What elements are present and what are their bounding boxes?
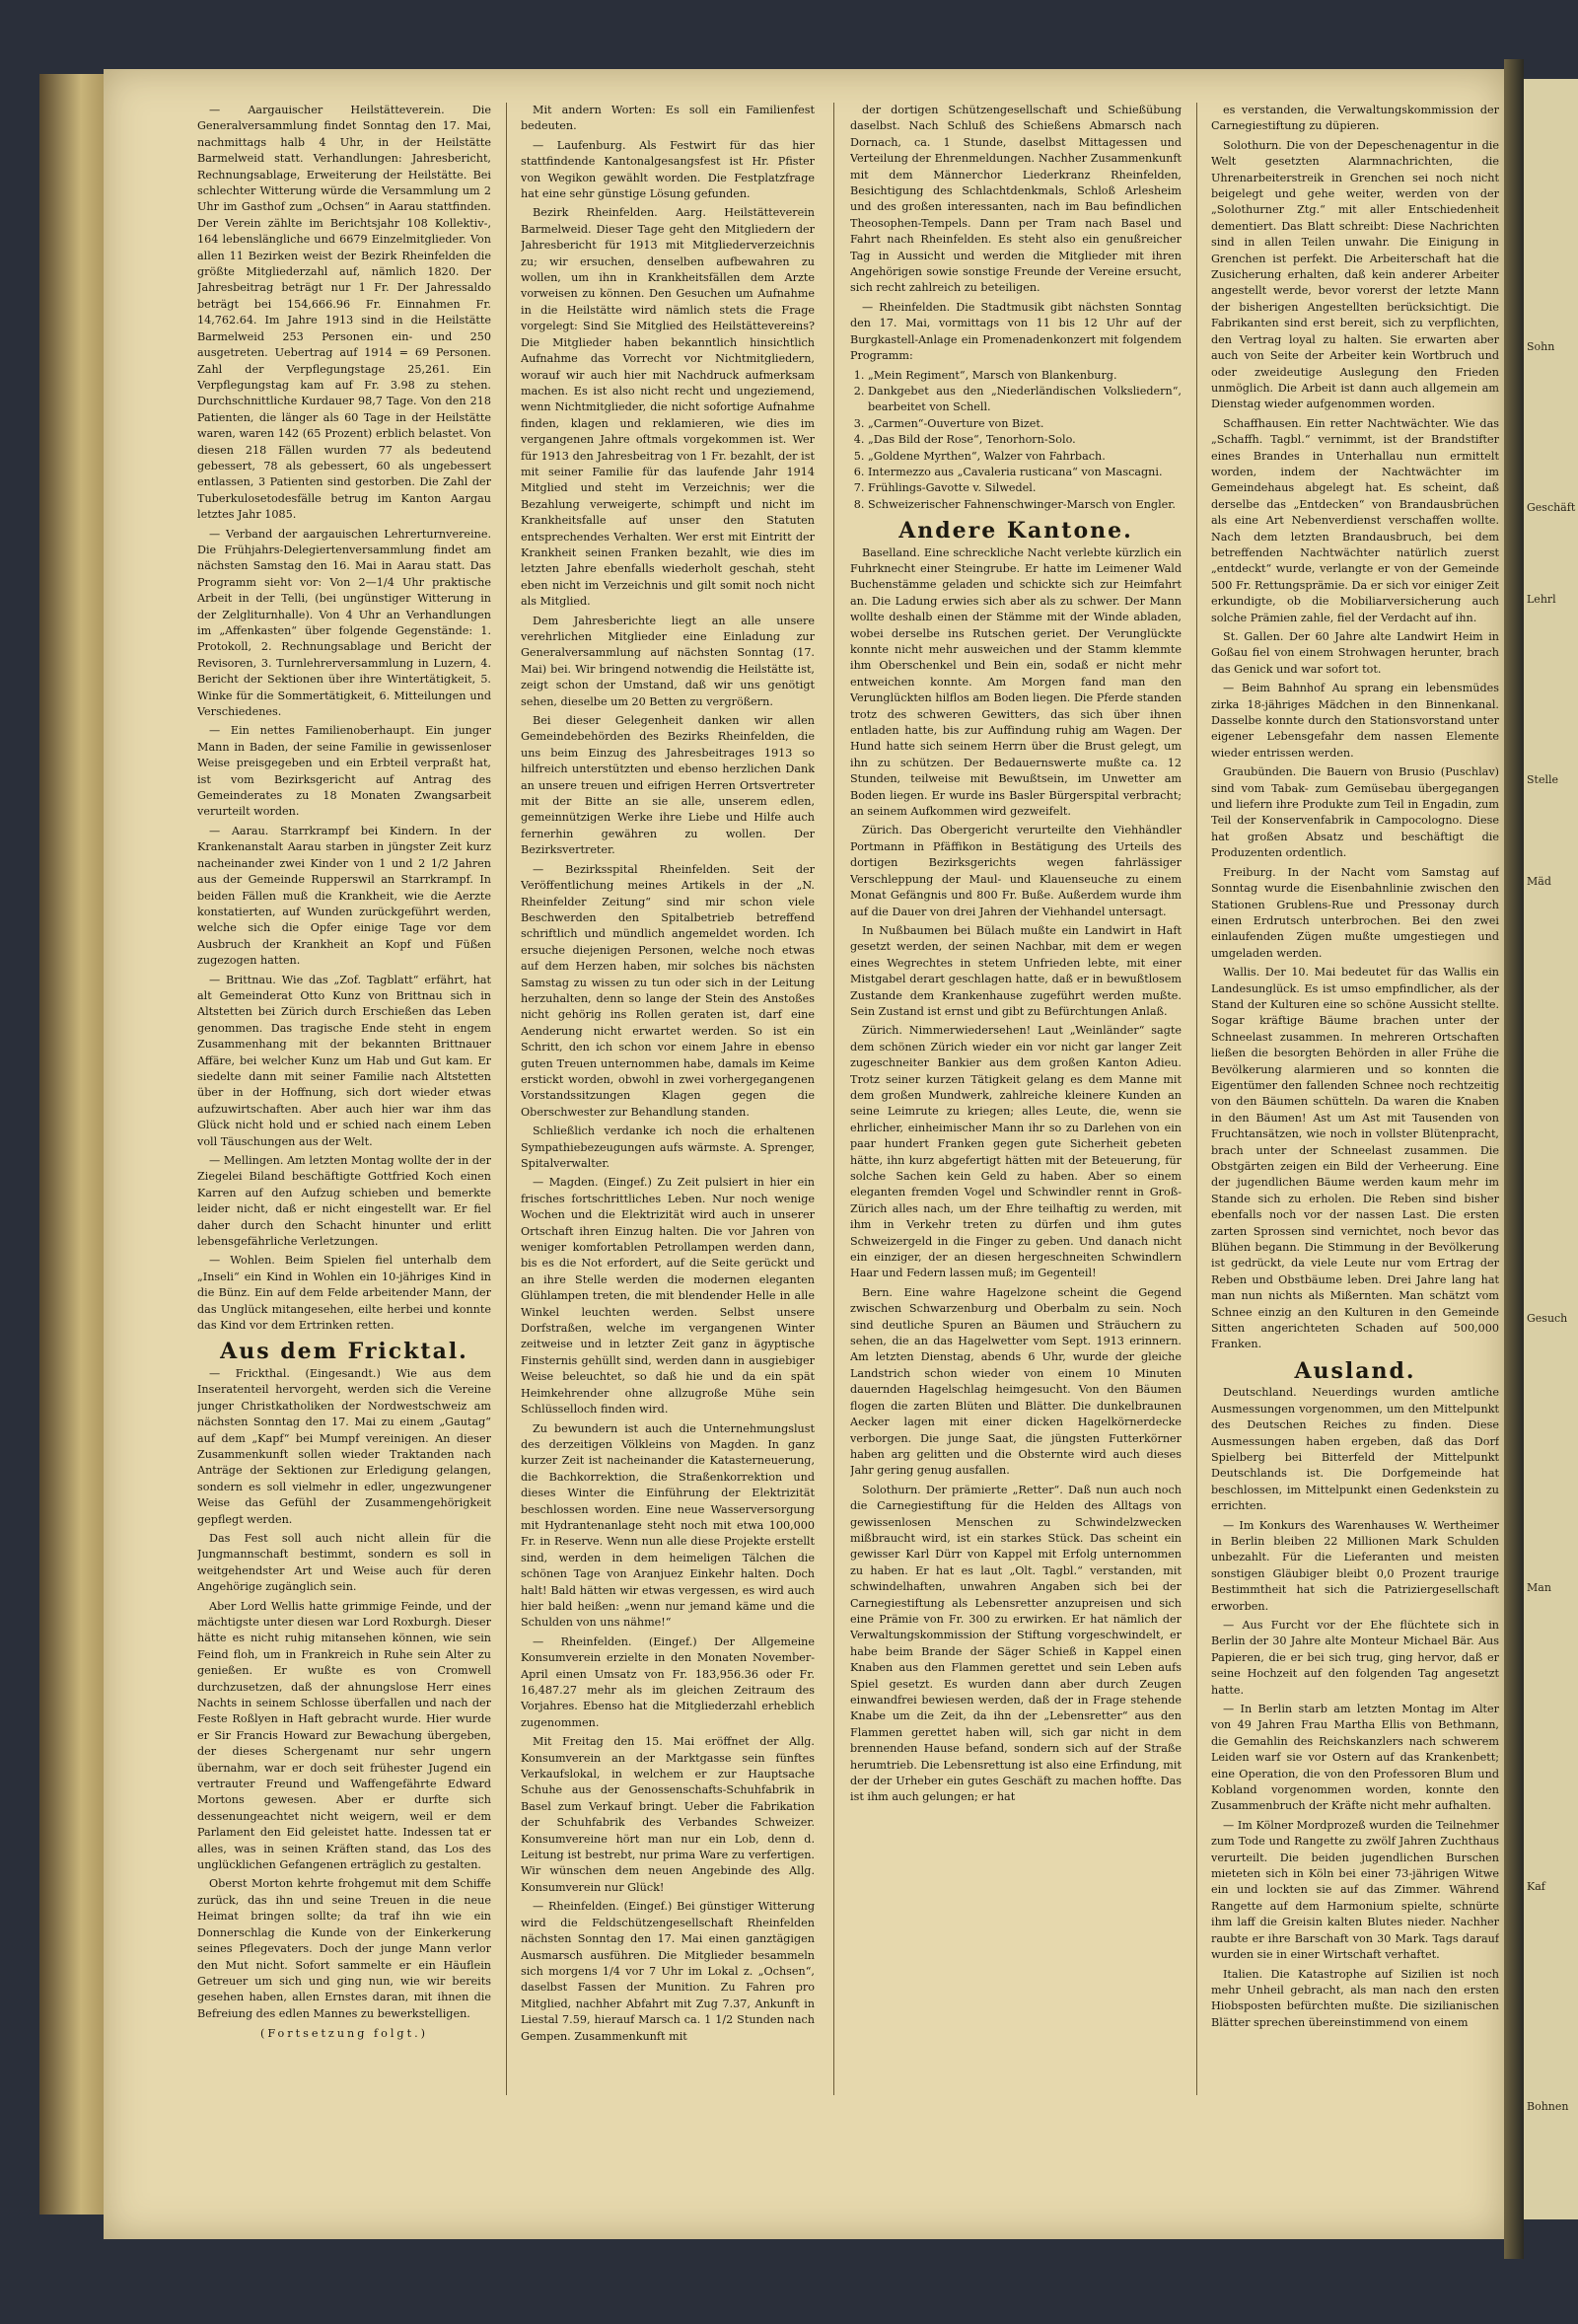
article-zuerich-bankier: Zürich. Nimmerwiedersehen! Laut „Weinländer“ sagte dem schönen Zürich wieder ein vor nicht gar langer Zeit zugeschneiter Bankier aus dem großen Kanton Adieu. Trotz seiner kurzen Tätigkeit gelang es dem Manne mit dem großen Mundwerk, zahlreiche kleinere Kunden an seine Leimrute zu kriegen; alles Leute, die, wenn sie ehrlicher, einheimischer Mann ihr so zu Darlehen von ein paar hundert Franken gegen gute Sicherheit gebeten hätte, ihn kurz abgefertigt hätten mit der Beteuerung, für solche Sachen kein Geld zu haben. Aber so einem eleganten fremden Vogel und Schwindler rennt in Groß-Zürich alles nach, um der Ehre teilhaftig zu werden, mit ihm in Verkehr treten zu dürfen und ihm gutes Schweizergeld in die Finger zu geben. Und danach nicht ein einziger, der an diesen hergeschneiten Schwindlern Haar und Federn lassen muß; im Gegenteil! [850, 1024, 1182, 1280]
article-stadtmusik: — Rheinfelden. Die Stadtmusik gibt nächsten Sonntag den 17. Mai, vormittags von 11 bis 12 Uhr auf der Burgkastell-Anlage ein Promenadenkonzert mit folgendem Programm: [850, 300, 1182, 363]
article-wallis: Wallis. Der 10. Mai bedeutet für das Wallis ein Landesunglück. Es ist umso empfindlicher, als der Stand der Kulturen eine so schöne Aussicht stellte. Sogar kräftige Bäume brachen unter der Schneelast zusammen. In mehreren Ortschaften ließen die besorgten Behörden in aller Frühe die Bevölkerung alarmieren und so konnten die Eigentümer den fallenden Schnee noch rechtzeitig von den Bäumen schütteln. Da waren die Knaben in den Bäumen! Ast um Ast mit Tausenden von Fruchtansätzen, wie noch in vollster Blütenpracht, brach unter der Schneelast zusammen. Die Obstgärten zeigen ein Bild der Verheerung. Eine der jugendlichen Bäume werden kaum mehr im Stande sich zu erholen. Die Reben sind bisher ebenfalls noch vor der nassen Last. Die ersten zarten Sprossen sind vernichtet, noch bevor das Blühen begann. Die Stimmung in der Bevölkerung ist gedrückt, da viele Leute nur vom Ertrag der Reben und Obstbäume leben. Drei Jahre lang hat man nun nichts als Mißernten. Man schätzt vom Schnee einzig an den Kulturen in den Gemeinde Sitten angerichteten Schaden auf 500,000 Franken. [1211, 966, 1499, 1351]
article-aarau: — Aarau. Starrkrampf bei Kindern. In der Krankenanstalt Aarau starben in jüngster Zeit kurz nacheinander zwei Kinder von 1 und 2 1/2 Jahren aus der Gemeinde Rupperswil an Starrkrampf. In beiden Fällen muß die Krankheit, wie die Aerzte konstatierten, auf Wunden zurückgeführt werden, welche sich die Opfer einige Tage vor dem Ausbruch der Krankheit an Kopf und Füßen zugezogen hatten. [197, 824, 491, 968]
article-paragraph: Mit Freitag den 15. Mai eröffnet der Allg. Konsumverein an der Marktgasse sein fünftes Verkaufslokal, in welchem er zur Hauptsache Schuhe aus der Genossenschafts-Schuhfabrik in Basel zum Verkauf bringt. Ueber die Fabrikation der Schuhfabrik des Verbandes Schweizer. Konsumvereine hört man nur ein Lob, denn d. Leitung ist bestrebt, nur prima Ware zu verfertigen. Wir wünschen dem neuen Angebinde des Allg. Konsumverein nur Glück! [521, 1735, 815, 1894]
adjacent-page-edge [1524, 79, 1578, 2219]
article-graubuenden: Graubünden. Die Bauern von Brusio (Puschlav) sind vom Tabak- zum Gemüsebau übergegangen und liefern ihre Produkte zum Teil in Engadin, zum Teil der Konservenfabrik in Campocologno. Diese hat großen Absatz und beschäftigt die Produzenten ordentlich. [1211, 765, 1499, 860]
article-paragraph: — In Berlin starb am letzten Montag im Alter von 49 Jahren Frau Martha Ellis von Bethmann, die Gemahlin des Reichskanzlers nach schwerem Leiden warf sie vor Ostern auf das Krankenbett; eine Operation, die von den Professoren Blum und Kobland vorgenommen worden, konnte den Zusammenbruch der Kräfte nicht mehr aufhalten. [1211, 1703, 1499, 1813]
section-heading-fricktal: Aus dem Fricktal. [220, 1339, 468, 1365]
adjacent-word: Mäd [1527, 875, 1551, 888]
article-paragraph: — Im Kölner Mordprozeß wurden die Teilnehmer zum Tode und Rangette zu zwölf Jahren Zuchthaus verurteilt. Die beiden jugendlichen Burschen mieteten sich in Köln bei einer 73-jährigen Witwe ein und lockten sie auf das Zimmer. Während Rangette auf dem Harmonium spielte, schnürte ihm laff die Greisin kalten Blutes nieder. Nachher raubte er ihre Barschaft von 30 Mark. Tags darauf wurden sie in einer Wirtschaft verhaftet. [1211, 1818, 1499, 1962]
program-item: 4. „Das Bild der Rose“, Tenorhorn-Solo. [868, 432, 1182, 448]
article-freiburg: Freiburg. In der Nacht vom Samstag auf Sonntag wurde die Eisenbahnlinie zwischen den Stationen Grublens-Rue und Pressonay durch einen Erdrutsch unterbrochen. Bei den zwei einlaufenden Zügen mußte umgestiegen und umgeladen werden. [1211, 865, 1499, 960]
adjacent-word: Bohnen [1527, 2100, 1569, 2113]
adjacent-word: Kaf [1527, 1880, 1545, 1893]
article-laufenburg: — Laufenburg. Als Festwirt für das hier stattfindende Kantonalgesangsfest ist Hr. Pfister von Wegikon gewählt worden. Die Festplatzfrage hat eine sehr günstige Lösung gefunden. [521, 138, 815, 201]
column-2 [521, 103, 815, 2105]
article-paragraph: Bei dieser Gelegenheit danken wir allen Gemeindebehörden des Bezirks Rheinfelden, die uns beim Einzug des Jahresbeitrages 1913 so hilfreich unterstützten und ebenso herzlichen Dank an unsere treuen und eifrigen Herren Ortsvertreter mit der Bitte an sie alle, unserem edlen, gemeinnützigen Werke ihre Liebe und Hilfe auch fernerhin gewähren zu wollen. Der Bezirksvertreter. [521, 714, 815, 857]
article-paragraph: Schließlich verdanke ich noch die erhaltenen Sympathiebezeugungen aufs wärmste. A. Sprenger, Spitalverwalter. [521, 1125, 815, 1170]
column-1 [197, 103, 491, 2105]
article-bezirk-rheinfelden: Bezirk Rheinfelden. Aarg. Heilstätteverein Barmelweid. Dieser Tage geht den Mitgliedern der Jahresbericht für 1913 mit Mitgliederverzeichnis zu; wir ersuchen, denselben aufbewahren zu wollen, um ihn in Krankheitsfällen dem Arzte vorweisen zu können. Den Gesuchen um Aufnahme in die Heilstätte wird nämlich stets die Frage vorgelegt: Sind Sie Mitglied des Heilstättevereins? Die Mitglieder haben bekanntlich hinsichtlich Aufnahme das Vorrecht vor Nichtmitgliedern, worauf wir auch hier mit Nachdruck aufmerksam machen. Es ist also nicht recht und ungeziemend, wenn Nichtmitglieder, die nicht sofortige Aufnahme finden, klagen und reklamieren, wie dies im vergangenen Jahre oftmals vorgekommen ist. Wer für 1913 den Jahresbeitrag von 1 Fr. bezahlt, der ist mit seiner Familie für das laufende Jahr 1914 Mitglied und steht im Verzeichnis; wer die Bezahlung verweigerte, schimpft und nicht im Krankheitsfalle auf unser den Statuten entsprechendes Verhalten. Wer erst mit Eintritt der Krankheit seinen Franken bezahlt, wie dies im letzten Jahre ebenfalls wiederholt geschah, steht eben nicht im Verzeichnis und gilt somit noch nicht als Mitglied. [521, 206, 815, 609]
continuation-note: (Fortsetzung folgt.) [259, 2027, 428, 2041]
article-magden: — Magden. (Eingef.) Zu Zeit pulsiert in hier ein frisches fortschrittliches Leben. Nur noch wenige Wochen und die Elektrizität wird auch in unserer Ortschaft ihren Einzug halten. Die vor Jahren von weniger komfortablen Petrollampen werden dann, bis es die Not erfordert, auf die Seite gerückt und an ihre Stelle werden die modernen eleganten Glühlampen treten, die mit blendender Helle in alle Winkel leuchten werden. Selbst unsere Dorfstraßen, welche im vergangenen Winter zeitweise und in letzter Zeit ganz in ägyptische Finsternis gehüllt sind, werden dann in ausgiebiger Weise beleuchtet, so daß hie und da ein spät Heimkehrender ohne allzugroße Mühe sein Schlüsselloch finden wird. [521, 1176, 815, 1416]
program-item: 6. Intermezzo aus „Cavaleria rusticana“ von Mascagni. [868, 465, 1182, 480]
article-lehrerturnvereine: — Verband der aargauischen Lehrerturnvereine. Die Frühjahrs-Delegiertenversammlung findet am nächsten Samstag den 16. Mai in Aarau statt. Das Programm sieht vor: Von 2—1/4 Uhr praktische Arbeit in der Telli, (bei ungünstiger Witterung in der Zelgliturnhalle). Von 4 Uhr an Verhandlungen im „Affenkasten“ über folgende Gegenstände: 1. Protokoll, 2. Rechnungsablage und Bericht der Revisoren, 3. Turnlehrerversammlung in Luzern, 4. Bericht der Sektionen über ihre Wintertätigkeit, 5. Winke für die Sommertätigkeit, 6. Mitteilungen und Verschiedenes. [197, 527, 491, 719]
column-rule [1196, 103, 1197, 2095]
article-paragraph: Mit andern Worten: Es soll ein Familienfest bedeuten. [521, 104, 815, 133]
serial-story-paragraph: Aber Lord Wellis hatte grimmige Feinde, und der mächtigste unter diesen war Lord Roxburgh. Dieser hätte es nicht ruhig mitansehen können, wie sein Feind floh, um in Frankreich in Ruhe sein Alter zu genießen. Er wußte es von Cromwell durchzusetzen, daß der ahnungslose Herr eines Nachts in seinem Schlosse überfallen und nach der Feste Roßlyen in Haft gebracht wurde. Hier wurde er Sir Francis Howard zur Bewachung übergeben, der dieses Schergenamt nur sehr ungern übernahm, war er doch seit frühester Jugend ein vertrauter Freund und Waffengefährte Edward Mortons gewesen. Aber er durfte sich dessenungeachtet nicht weigern, weil er dem Parlament den Eid geleistet hatte. Indessen tat er alles, was in seinen Kräften stand, das Los des unglücklichen Gefangenen erträglich zu gestalten. [197, 1599, 491, 1872]
article-zuerich: Zürich. Das Obergericht verurteilte den Viehhändler Portmann in Pfäffikon in Bestätigung des Urteils des dortigen Bezirksgerichts wegen fahrlässiger Verschleppung der Maul- und Klauenseuche zu einem Monat Gefängnis und 800 Fr. Buße. Außerdem wurde ihm auf die Dauer von drei Jahren der Viehhandel untersagt. [850, 824, 1182, 918]
article-paragraph: Das Fest soll auch nicht allein für die Jungmannschaft bestimmt, sondern es soll in weitgehendster Art und Weise auch für deren Angehörige zugänglich sein. [197, 1531, 491, 1594]
article-paragraph: — Im Konkurs des Warenhauses W. Wertheimer in Berlin bleiben 22 Millionen Mark Schulden unbezahlt. Für die Lieferanten und meisten sonstigen Gläubiger bleibt 0,0 Prozent traurige Bestimmtheit hat sich die Patriziergesellschaft erworben. [1211, 1518, 1499, 1613]
article-brittnau: — Brittnau. Wie das „Zof. Tagblatt“ erfährt, hat alt Gemeinderat Otto Kunz von Brittnau sich in Altstetten bei Zürich durch Erschießen das Leben genommen. Das tragische Ende steht in engem Zusammenhang mit der bekannten Brittnauer Affäre, bei welcher Kunz um Hab und Gut kam. Er siedelte dann mit seiner Familie nach Altstetten über in der Hoffnung, sich dort wieder etwas aufzuwirtschaften. Aber auch hier war ihm das Glück nicht hold und er schied nach einem Leben voll Täuschungen aus der Welt. [197, 973, 491, 1148]
article-paragraph: In Nußbaumen bei Bülach mußte ein Landwirt in Haft gesetzt werden, der seinen Nachbar, mit dem er wegen eines Wegrechtes in stetem Unfrieden lebte, mit einer Mistgabel derart geschlagen hatte, daß er in bewußtlosem Zustande dem Krankenhause zugeführt werden mußte. Sein Zustand ist ernst und gibt zu Befürchtungen Anlaß. [850, 923, 1182, 1018]
book-binding-edge [39, 74, 108, 2215]
program-item: 5. „Goldene Myrthen“, Walzer von Fahrbach. [868, 449, 1182, 465]
article-familienoberhaupt: — Ein nettes Familienoberhaupt. Ein junger Mann in Baden, der seine Familie in gewissenloser Weise preisgegeben und ein Erbteil verpraßt hat, ist vom Bezirksgericht auf Antrag des Gemeinderates zu 18 Monaten Zwangsarbeit verurteilt worden. [197, 724, 491, 819]
article-mellingen: — Mellingen. Am letzten Montag wollte der in der Ziegelei Biland beschäftigte Gottfried Koch einen Karren auf den Aufzug schieben und bemerkte leider nicht, daß er nicht eingestellt war. Er fiel daher durch den Schacht hinunter und erlitt lebensgefährliche Verletzungen. [197, 1154, 491, 1249]
column-4 [1211, 103, 1499, 2105]
article-solothurn-streik: Solothurn. Die von der Depeschenagentur in die Welt gesetzten Alarmnachrichten, die Uhrenarbeiterstreik in Grenchen sei noch nicht beigelegt und gehe weiter, werden von der „Solothurner Ztg.“ mit aller Entschiedenheit dementiert. Das Blatt schreibt: Diese Nachrichten sind in allen Teilen unwahr. Die Einigung in Grenchen ist perfekt. Die Arbeiterschaft hat die Zusicherung erhalten, daß kein anderer Arbeiter angestellt werde, bevor vorerst der letzte Mann der bisherigen Angestellten berücksichtigt. Die Fabrikanten sind erst bereit, sich zu verpflichten, den Vertrag loyal zu halten. Sie erwarten aber auch von Seite der Arbeiter kein Wortbruch und oder zweideutige Auslegung den Frieden unmöglich. Die Arbeit ist dann auch allgemein am Dienstag wieder aufgenommen worden. [1211, 138, 1499, 411]
book-spine [1504, 59, 1524, 2259]
column-rule [506, 103, 507, 2095]
article-italien: Italien. Die Katastrophe auf Sizilien ist noch mehr Unheil gebracht, als man nach den ersten Hiobsposten befürchten mußte. Die sizilianischen Blätter sprechen übereinstimmend von einem [1211, 1967, 1499, 2029]
program-item: 1. „Mein Regiment“, Marsch von Blankenburg. [868, 368, 1182, 384]
article-schaffhausen: Schaffhausen. Ein retter Nachtwächter. Wie das „Schaffh. Tagbl.“ vernimmt, ist der Brandstifter eines Brandes in Unterhallau nun ermittelt worden, indem der Nachtwächter im Gemeindehaus abgelegt hat. Es scheint, daß derselbe das „Entdecken“ von Brandausbrüchen als eine Art Nebenverdienst verschaffen wollte. Nach dem letzten Brandausbruch, bei dem betreffenden Nachtwächter natürlich zuerst „entdeckt“ wurde, verlangte er von der Gemeinde 500 Fr. Rettungsprämie. Da er sich vor einiger Zeit erkundigte, ob die Mobiliarversicherung auch solche Prämien zahle, fiel der Verdacht auf ihn. [1211, 416, 1499, 624]
article-paragraph: Dem Jahresberichte liegt an alle unsere verehrlichen Mitglieder eine Einladung zur Generalversammlung auf nächsten Sonntag (17. Mai) bei. Wir bringend notwendig die Heilstätte ist, zeigt schon der Umstand, daß wir uns genötigt sehen, dieselbe um 20 Betten zu vergrößern. [521, 614, 815, 708]
adjacent-word: Sohn [1527, 340, 1555, 353]
section-heading-andere-kantone: Andere Kantone. [898, 518, 1133, 545]
section-heading-ausland: Ausland. [1294, 1357, 1416, 1384]
column-rule [833, 103, 834, 2095]
adjacent-word: Geschäft [1527, 501, 1576, 514]
serial-story-paragraph: Oberst Morton kehrte frohgemut mit dem Schiffe zurück, das ihn und seine Treuen in die neue Heimat bringen sollte; da traf ihn wie ein Donnerschlag die Kunde von der Einkerkerung seines Pflegevaters. Doch der junge Mann verlor den Mut nicht. Sofort sammelte er ein Häuflein Getreuer um sich und ging nun, wie wir bereits gesehen haben, allen Ernstes daran, mit ihnen die Befreiung des edlen Mannes zu bewerkstelligen. [197, 1877, 491, 2020]
program-item: 2. Dankgebet aus den „Niederländischen Volksliedern“, bearbeitet von Schell. [868, 384, 1182, 416]
article-st-gallen: St. Gallen. Der 60 Jahre alte Landwirt Heim in Goßau fiel von einem Strohwagen herunter, brach das Genick und war sofort tot. [1211, 630, 1499, 676]
article-paragraph: — Aus Furcht vor der Ehe flüchtete sich in Berlin der 30 Jahre alte Monteur Michael Bär. Aus Papieren, die er bei sich trug, ging hervor, daß er seine Hochzeit auf den folgenden Tag angesetzt hatte. [1211, 1618, 1499, 1697]
article-feldschuetzen: — Rheinfelden. (Eingef.) Bei günstiger Witterung wird die Feldschützengesellschaft Rheinfelden nächsten Sonntag den 17. Mai einen ganztägigen Ausmarsch ausführen. Die Mitglieder besammeln sich morgens 1/4 vor 7 Uhr im Lokal z. „Ochsen“, daselbst Fassen der Munition. Zu Fahren pro Mitglied, nachher Abfahrt mit Zug 7.37, Ankunft in Liestal 7.59, hierauf Marsch ca. 1 1/2 Stunden nach Gempen. Zusammenkunft mit [521, 1900, 815, 2043]
program-item: 8. Schweizerischer Fahnenschwinger-Marsch von Engler. [868, 497, 1182, 513]
article-bezirksspital: — Bezirksspital Rheinfelden. Seit der Veröffentlichung meines Artikels in der „N. Rheinfelder Zeitung“ sind mir schon viele Beschwerden den Spitalbetrieb betreffend schriftlich und mündlich angemeldet worden. Ich ersuche diejenigen Personen, welche noch etwas auf dem Herzen haben, mir solches bis nächsten Samstag zu wissen zu tun oder sich in der Leitung herzuhalten, denn so lange der Stein des Anstoßes nicht gehörig ins Rollen geraten ist, darf eine Aenderung nicht erwartet werden. So ist ein Schritt, den ich schon vor einem Jahre in ebenso guten Treuen unternommen habe, damals im Keime erstickt worden, obwohl in zwei vorhergegangenen Vorstandssitzungen Klagen gegen die Oberschwester zur Behandlung standen. [521, 862, 815, 1119]
program-item: 7. Frühlings-Gavotte v. Silwedel. [868, 480, 1182, 496]
column-3 [850, 103, 1182, 2105]
program-item: 3. „Carmen“-Ouverture von Bizet. [868, 416, 1182, 432]
article-paragraph: es verstanden, die Verwaltungskommission der Carnegiestiftung zu düpieren. [1211, 104, 1499, 133]
adjacent-word: Gesuch [1527, 1312, 1568, 1325]
article-paragraph: Zu bewundern ist auch die Unternehmungslust des derzeitigen Völkleins von Magden. In ganz kurzer Zeit ist nacheinander die Katasterneuerung, die Bachkorrektion, die Straßenkorrektion und dieses Winter die Einführung der Elektrizität beschlossen worden. Eine neue Wasserversorgung mit Hydrantenanlage steht noch mit etwa 100,000 Fr. in Reserve. Wenn nun alle diese Projekte erstellt sind, werden in dem heimeligen Tälchen die schönen Tage von Aranjuez Einkehr halten. Doch halt! Bald hätten wir etwas vergessen, es wird auch hier bald heißen: „wenn nur jemand käme und die Schulden von uns nähme!“ [521, 1421, 815, 1630]
article-paragraph: — Beim Bahnhof Au sprang ein lebensmüdes zirka 18-jähriges Mädchen in den Binnenkanal. Dasselbe konnte durch den Stationsvorstand unter eigener Lebensgefahr dem nassen Elemente wieder entrissen werden. [1211, 682, 1499, 760]
adjacent-word: Stelle [1527, 773, 1559, 786]
article-frickthal: — Frickthal. (Eingesandt.) Wie aus dem Inseratenteil hervorgeht, werden sich die Vereine junger Christkatholiken der Nordwestschweiz am nächsten Sonntag den 17. Mai zu einem „Gautag“ auf dem „Kapf“ bei Mumpf vereinigen. An dieser Zusammenkunft sollen wieder Traktanden nach Anträge der Sektionen zur Erledigung gelangen, sondern es soll vielmehr in edler, ungezwungener Weise das Gefühl der Zusammengehörigkeit gepflegt werden. [197, 1366, 491, 1526]
adjacent-word: Man [1527, 1581, 1551, 1594]
concert-program-list [868, 368, 1182, 514]
article-paragraph: der dortigen Schützengesellschaft und Schießübung daselbst. Nach Schluß des Schießens Abmarsch nach Dornach, ca. 1 Stunde, daselbst Mittagessen und Verteilung der Ehrenmeldungen. Nachher Zusammenkunft mit dem Männerchor Liederkranz Rheinfelden, Besichtigung des Schlachtdenkmals, Schloß Arlesheim und des großen interessanten, nach im Bau befindlichen Theosophen-Tempels. Dann per Tram nach Basel und Fahrt nach Rheinfelden. Es steht also ein genußreicher Tag in Aussicht und werden die Mitglieder mit ihren Angehörigen sowie sonstige Freunde der Vereine ersucht, sich recht zahlreich zu beteiligen. [850, 104, 1182, 295]
article-solothurn: Solothurn. Der prämierte „Retter“. Daß nun auch noch die Carnegiestiftung für die Helden des Alltags von gewissenlosen Menschen zu Schwindelzwecken mißbraucht wird, ist ein starkes Stück. Das scheint ein gewisser Karl Dürr von Kappel mit Erfolg unternommen zu haben. Er hat es laut „Olt. Tagbl.“ verstanden, mit schwindelhaften, unwahren Angaben sich bei der Carnegiestiftung als Lebensretter anzupreisen und sich eine Prämie von Fr. 300 zu erwirken. Er hat nämlich der Verwaltungskommission der Stiftung vorgeschwindelt, er habe beim Brande der Säger Schieß in Kappel einen Knaben aus den Flammen gerettet und sein Leben aufs Spiel gesetzt. Es wurden dann aber durch Zeugen einwandfrei bewiesen werden, daß der in Frage stehende Knabe um die Zeit, da ihn der „Lebensretter“ aus den Flammen gerettet haben will, sich gar nicht in dem brennenden Hause befand, sondern sich auf der Straße herumtrieb. Die Lebensrettung ist also eine Erfindung, mit der der Urheber ein gutes Geschäft zu machen hoffte. Das ist ihm auch gelungen; er hat [850, 1483, 1182, 1804]
article-wohlen: — Wohlen. Beim Spielen fiel unterhalb dem „Inseli“ ein Kind in Wohlen ein 10-jähriges Kind in die Bünz. Ein auf dem Felde arbeitender Mann, der das Unglück mitangesehen, eilte herbei und konnte das Kind vor dem Ertrinken retten. [197, 1254, 491, 1333]
article-bern: Bern. Eine wahre Hagelzone scheint die Gegend zwischen Schwarzenburg und Oberbalm zu sein. Noch sind deutliche Spuren an Bäumen und Sträuchern zu sehen, die an das Hagelwetter vom Sept. 1913 erinnern. Am letzten Dienstag, abends 6 Uhr, wurde der gleiche Landstrich schon wieder von einem 10 Minuten dauernden Hagelschlag heimgesucht. Von den Bäumen flogen die zarten Blüten und Blätter. Die dunkelbraunen Aecker lagen mit einer dicken Hagelkörnerdecke verborgen. Die junge Saat, die jüngsten Futterkörner haben arg gelitten und die Obsternte wird auch dieses Jahr gering genug ausfallen. [850, 1285, 1182, 1478]
adjacent-word: Lehrl [1527, 593, 1556, 606]
article-baselland: Baselland. Eine schreckliche Nacht verlebte kürzlich ein Fuhrknecht einer Steingrube. Er hatte im Leimener Wald Buchenstämme geladen und schickte sich zur Heimfahrt an. Die Ladung erwies sich aber als zu schwer. Der Mann wollte deshalb einen der Stämme mit der Winde abladen, wobei derselbe ins Rutschen geriet. Der Verunglückte konnte nicht mehr ausweichen und der Stamm klemmte ihm Oberschenkel und Bein ein, sodaß er nicht mehr entweichen konnte. Am Morgen fand man den Verunglückten hilflos am Boden liegen. Die Pferde standen trotz des schweren Gewitters, das sich über ihnen entladen hatte, bis zur Auffindung ruhig am Wagen. Der Hund hatte sich seinem Herrn über die Brust gelegt, um ihn zu schützen. Der Bedauernswerte mußte ca. 12 Stunden, teilweise mit Bewußtsein, im Unwetter am Boden liegen. Er wurde ins Basler Bürgerspital verbracht; an seinem Aufkommen wird gezweifelt. [850, 545, 1182, 819]
article-deutschland: Deutschland. Neuerdings wurden amtliche Ausmessungen vorgenommen, um den Mittelpunkt des Deutschen Reiches zu finden. Diese Ausmessungen haben ergeben, daß das Dorf Spielberg bei Bitterfeld der Mittelpunkt Deutschlands ist. Die Dorfgemeinde hat beschlossen, im Mittelpunkt einen Gedenkstein zu errichten. [1211, 1386, 1499, 1513]
article-konsumverein: — Rheinfelden. (Eingef.) Der Allgemeine Konsumverein erzielte in den Monaten November-April einen Umsatz von Fr. 183,956.36 oder Fr. 16,487.27 mehr als im gleichen Zeitraum des Vorjahres. Ebenso hat die Mitgliederzahl erheblich zugenommen. [521, 1634, 815, 1729]
article-heilstaetteverein: — Aargauischer Heilstätteverein. Die Generalversammlung findet Sonntag den 17. Mai, nachmittags halb 4 Uhr, in der Heilstätte Barmelweid statt. Verhandlungen: Jahresbericht, Rechnungsablage, Erweiterung der Heilstätte. Bei schlechter Witterung würde die Versammlung um 2 Uhr im Gasthof zum „Ochsen“ in Aarau stattfinden. Der Verein zählte im Berichtsjahr 108 Kollektiv-, 164 lebenslängliche und 6679 Einzelmitglieder. Von allen 11 Bezirken weist der Bezirk Rheinfelden die größte Mitgliederzahl auf, nämlich 1820. Der Jahresbeitrag beträgt nur 1 Fr. Der Jahressaldo beträgt bei 154,666.96 Fr. Einnahmen Fr. 14,762.64. Im Jahre 1913 sind in die Heilstätte Barmelweid 253 Personen ein- und 250 ausgetreten. Uebertrag auf 1914 = 69 Personen. Zahl der Verpflegungstage 25,261. Ein Verpflegungstag kam auf Fr. 3.98 zu stehen. Durchschnittliche Kurdauer 98,7 Tage. Von den 218 Patienten, die länger als 60 Tage in der Heilstätte waren, waren 142 (65 Prozent) erblich belastet. Von diesen 218 Fällen wurden 77 als bedeutend gebessert, 78 als gebessert, 60 als ungebessert entlassen, 3 Patienten sind gestorben. Die Zahl der Tuberkulosetodesfälle betrug im Kanton Aargau letztes Jahr 1085. [197, 104, 491, 522]
